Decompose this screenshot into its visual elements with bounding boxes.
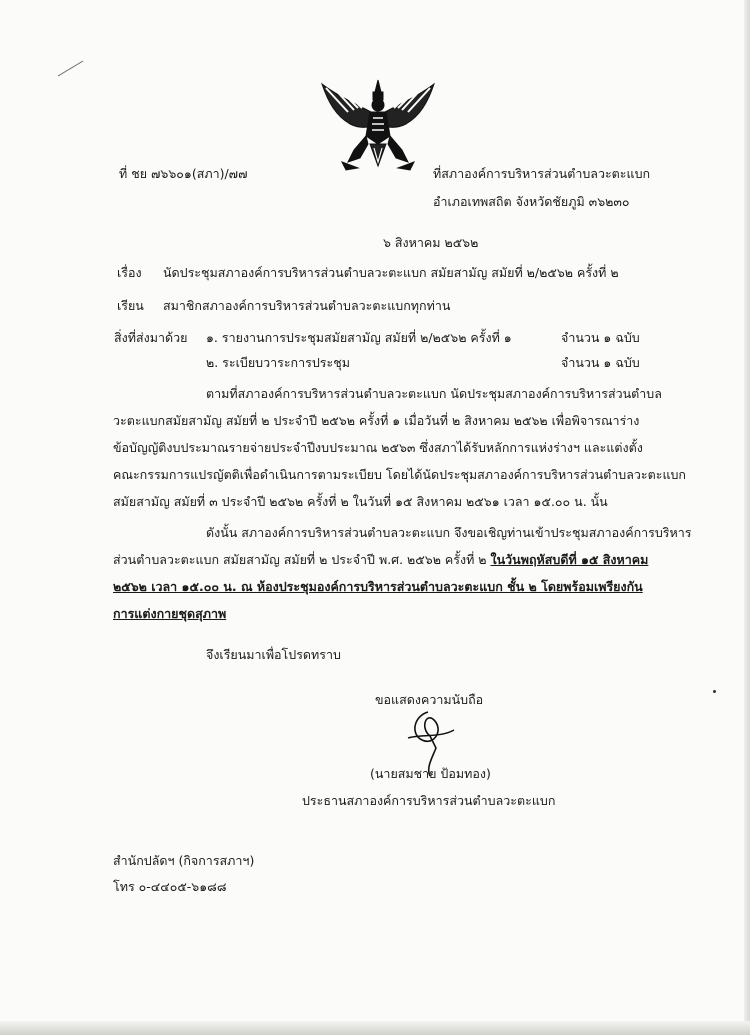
signer-name: (นายสมชาย ป้อมทอง) (370, 766, 491, 781)
meeting-date-emphasis: ในวันพฤหัสบดีที่ ๑๕ สิงหาคม (490, 552, 649, 567)
letter-date: ๖ สิงหาคม ๒๕๖๒ (383, 235, 479, 250)
to-label: เรียน (117, 298, 144, 313)
scan-edge-bottom (0, 1021, 750, 1035)
to-text: สมาชิกสภาองค์การบริหารส่วนตำบลวะตะแบกทุกท่าน (163, 298, 451, 313)
office-name: สำนักปลัดฯ (กิจการสภาฯ) (113, 853, 255, 868)
enclosure-qty: จำนวน ๑ ฉบับ (561, 355, 640, 370)
enclosure-qty: จำนวน ๑ ฉบับ (561, 330, 640, 345)
body-para-line: ตามที่สภาองค์การบริหารส่วนตำบลวะตะแบก นัดประชุมสภาองค์การบริหารส่วนตำบล (206, 386, 662, 401)
enclosure-item: ๑. รายงานการประชุมสมัยสามัญ สมัยที่ ๒/๒๕๖๒ ครั้งที่ ๑ (206, 330, 512, 345)
office-phone: โทร ๐-๔๔๐๕-๖๑๘๘ (113, 879, 227, 894)
subject-label: เรื่อง (117, 265, 142, 280)
garuda-emblem-icon (318, 78, 438, 172)
body-para-line: วะตะแบกสมัยสามัญ สมัยที่ ๒ ประจำปี ๒๕๖๒ ครั้งที่ ๑ เมื่อวันที่ ๒ สิงหาคม ๒๕๖๒ เพื่อพิจารณาร่าง (113, 413, 640, 428)
enclosure-item: ๒. ระเบียบวาระการประชุม (206, 355, 350, 370)
body-para-line: คณะกรรมการแปรญัตติเพื่อดำเนินการตามระเบียบ โดยได้นัดประชุมสภาองค์การบริหารส่วนตำบลวะตะแบก (113, 467, 687, 482)
org-district: อำเภอเทพสถิต จังหวัดชัยภูมิ ๓๖๒๓๐ (433, 194, 630, 209)
scan-speck (713, 690, 716, 693)
scan-edge (744, 0, 750, 1035)
body-para-line: ข้อบัญญัติงบประมาณรายจ่ายประจำปีงบประมาณ ๒๕๖๓ ซึ่งสภาได้รับหลักการแห่งร่างฯ และแต่งตั้ง (113, 440, 643, 455)
enclosure-label: สิ่งที่ส่งมาด้วย (114, 330, 188, 345)
subject-text: นัดประชุมสภาองค์การบริหารส่วนตำบลวะตะแบก สมัยสามัญ สมัยที่ ๒/๒๕๖๒ ครั้งที่ ๒ (163, 265, 619, 280)
org-address: ที่สภาองค์การบริหารส่วนตำบลวะตะแบก (433, 166, 651, 181)
salutation: ขอแสดงความนับถือ (375, 692, 484, 707)
pen-mark (56, 58, 86, 80)
body-para-line: ดังนั้น สภาองค์การบริหารส่วนตำบลวะตะแบก จึงขอเชิญท่านเข้าประชุมสภาองค์การบริหาร (206, 525, 692, 540)
body-plain-text: ส่วนตำบลวะตะแบก สมัยสามัญ สมัยที่ ๒ ประจำปี พ.ศ. ๒๕๖๒ ครั้งที่ ๒ (113, 552, 491, 567)
closing-request: จึงเรียนมาเพื่อโปรดทราบ (206, 647, 341, 662)
dress-code-emphasis: การแต่งกายชุดสุภาพ (113, 606, 227, 621)
body-para-line (113, 550, 648, 570)
meeting-time-place-emphasis: ๒๕๖๒ เวลา ๑๕.๐๐ น. ณ ห้องประชุมองค์การบริหารส่วนตำบลวะตะแบก ชั้น ๒ โดยพร้อมเพรียงกัน (113, 579, 643, 594)
signer-title: ประธานสภาองค์การบริหารส่วนตำบลวะตะแบก (302, 793, 556, 808)
body-para-line: สมัยสามัญ สมัยที่ ๓ ประจำปี ๒๕๖๒ ครั้งที่ ๒ ในวันที่ ๑๕ สิงหาคม ๒๕๖๑ เวลา ๑๕.๐๐ น. นั้น (113, 494, 608, 509)
reference-number: ที่ ชย ๗๖๖๐๑(สภา)/๗๗ (119, 166, 248, 181)
